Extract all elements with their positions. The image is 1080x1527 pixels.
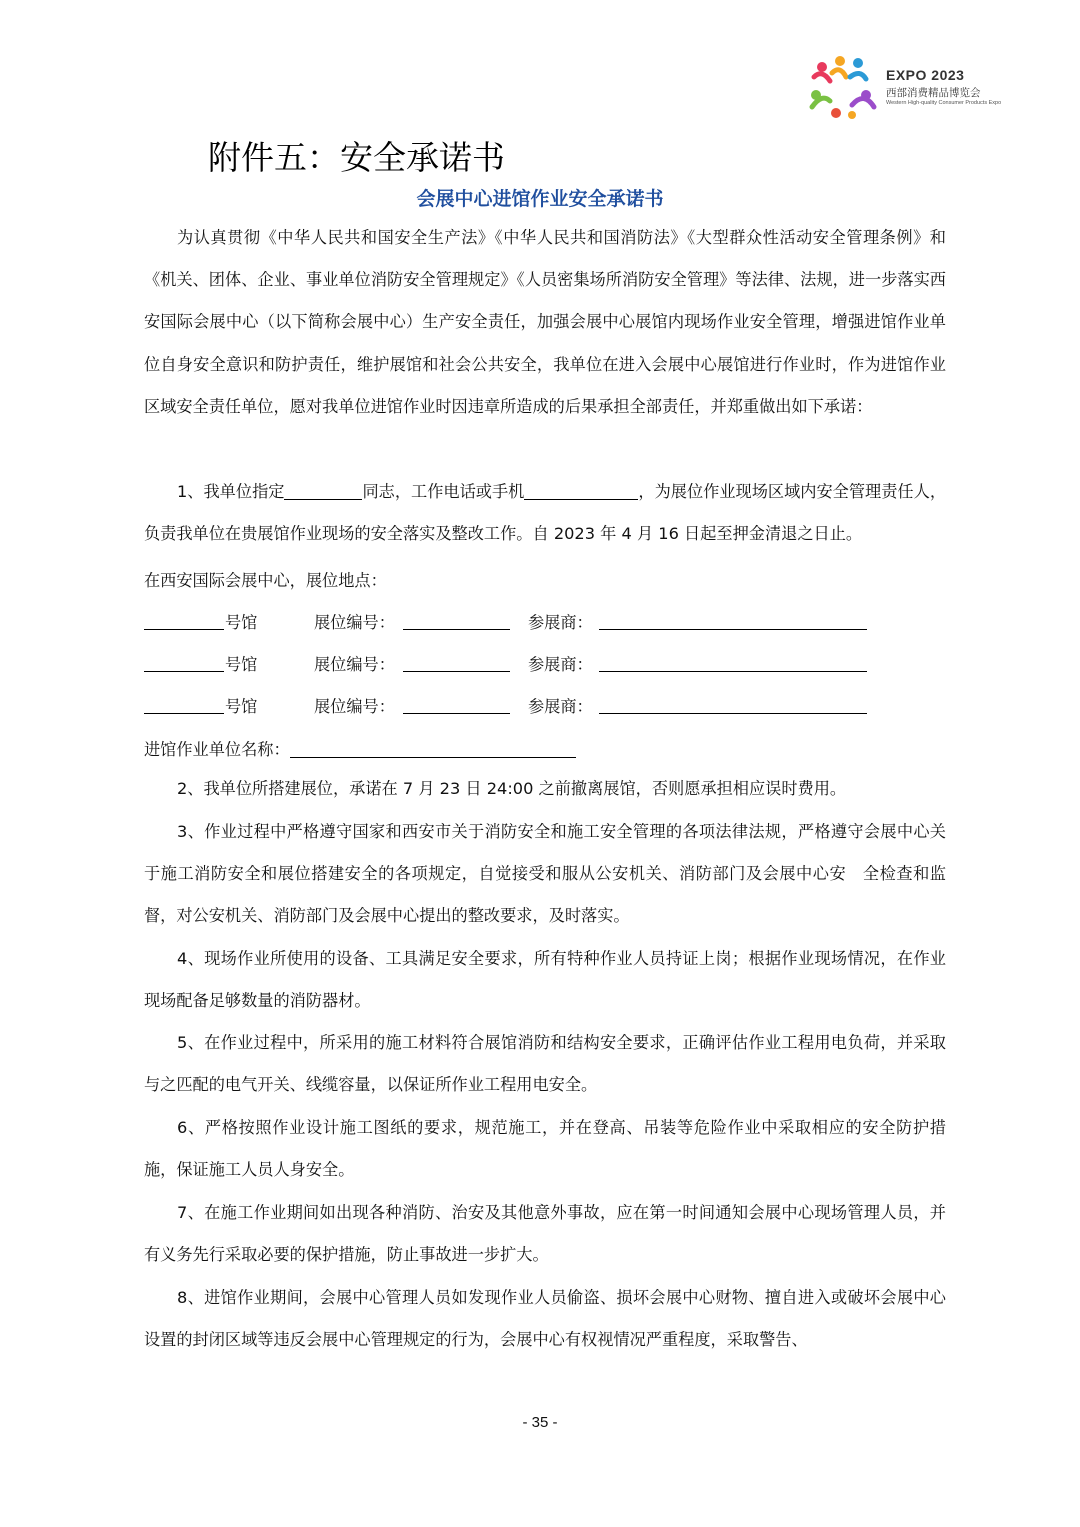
item-6-paragraph: 6、严格按照作业设计施工图纸的要求，规范施工，并在登高、吊装等危险作业中采取相应的安全防护措施，保证施工人员人身安全。 xyxy=(144,1118,946,1180)
hall-number-blank xyxy=(144,693,224,714)
document-subtitle: 会展中心进馆作业安全承诺书 xyxy=(416,188,664,210)
item-8-paragraph: 8、进馆作业期间，会展中心管理人员如发现作业人员偷盗、损坏会展中心财物、擅自进入或破坏会展中心设置的封闭区域等违反会展中心管理规定的行为，会展中心有权视情况严重程度，采取警告、 xyxy=(144,1288,946,1350)
item-5-paragraph: 5、在作业过程中，所采用的施工材料符合展馆消防和结构安全要求，正确评估作业工程用电负荷，并采取与之匹配的电气开关、线缆容量，以保证所作业工程用电安全。 xyxy=(144,1033,946,1095)
contact-name-blank xyxy=(284,481,362,500)
booth-number-blank xyxy=(403,651,510,672)
item-1-text-b: 同志，工作电话或手机 xyxy=(362,482,525,501)
expo-logo xyxy=(808,55,1008,121)
booth-row xyxy=(144,609,904,631)
exhibitor-blank xyxy=(599,651,867,672)
expo-logo-icon xyxy=(808,55,884,121)
item-1-paragraph xyxy=(144,471,946,555)
booth-row xyxy=(144,651,904,673)
exhibitor-label: 参展商： xyxy=(528,697,593,716)
logo-title: EXPO 2023 xyxy=(886,67,965,83)
intro-paragraph: 为认真贯彻《中华人民共和国安全生产法》《中华人民共和国消防法》《大型群众性活动安全管理条例》和《机关、团体、企业、事业单位消防安全管理规定》《人员密集场所消防安全管理》等法律、法规，进一步落实西安国际会展中心（以下简称会展中心）生产安全责任，加强会展中心展馆内现场作业安全管理，增强进馆作业单位自身安全意识和防护责任，维护展馆和社会公共安全，我单位在进入会展中心展馆进行作业时，作为进馆作业区域安全责任单位，愿对我单位进馆作业时因违章所造成的后果承担全部责任，并郑重做出如下承诺： xyxy=(144,228,946,416)
unit-name-blank xyxy=(290,739,576,758)
item-2-paragraph: 2、我单位所搭建展位，承诺在 7 月 23 日 24:00 之前撤离展馆，否则愿承担相应误时费用。 xyxy=(177,779,847,798)
item-1-text-a: 1、我单位指定 xyxy=(177,482,285,501)
unit-name-row xyxy=(144,736,576,760)
exhibitor-label: 参展商： xyxy=(528,655,593,674)
booth-row xyxy=(144,693,904,715)
booth-number-label: 展位编号： xyxy=(314,697,395,716)
booth-number-label: 展位编号： xyxy=(314,613,395,632)
booth-number-blank xyxy=(403,609,510,630)
hall-label: 号馆 xyxy=(225,655,258,674)
item-7-paragraph: 7、在施工作业期间如出现各种消防、治安及其他意外事故，应在第一时间通知会展中心现场管理人员，并有义务先行采取必要的保护措施，防止事故进一步扩大。 xyxy=(144,1203,946,1265)
attachment-title: 附件五：安全承诺书 xyxy=(208,138,505,177)
hall-number-blank xyxy=(144,651,224,672)
booth-location-label: 在西安国际会展中心，展位地点： xyxy=(144,571,387,590)
logo-chinese-name: 西部消费精品博览会 xyxy=(886,87,981,99)
item-1-text-c: ，为展位作业现场区域内安全管理责任人，负责我单位在贵展馆作业现场的安全落实及整改工作。自 2023 年 4 月 16 日起至押金清退之日止。 xyxy=(144,482,947,544)
hall-label: 号馆 xyxy=(225,613,258,632)
exhibitor-blank xyxy=(599,693,867,714)
item-3-paragraph: 3、作业过程中严格遵守国家和西安市关于消防安全和施工安全管理的各项法律法规，严格遵守会展中心关于施工消防安全和展位搭建安全的各项规定，自觉接受和服从公安机关、消防部门及会展中心安 全检查和监督，对公安机关、消防部门及会展中心提出的整改要求，及时落实。 xyxy=(144,822,946,926)
item-4-paragraph: 4、现场作业所使用的设备、工具满足安全要求，所有特种作业人员持证上岗；根据作业现场情况，在作业现场配备足够数量的消防器材。 xyxy=(144,949,946,1011)
booth-number-blank xyxy=(403,693,510,714)
logo-english-name: Western High-quality Consumer Products Expo xyxy=(886,100,1002,106)
booth-number-label: 展位编号： xyxy=(314,655,395,674)
exhibitor-blank xyxy=(599,609,867,630)
hall-number-blank xyxy=(144,609,224,630)
contact-phone-blank xyxy=(524,481,638,500)
unit-name-label: 进馆作业单位名称： xyxy=(144,740,290,759)
page-number: - 35 - xyxy=(522,1414,558,1431)
hall-label: 号馆 xyxy=(225,697,258,716)
exhibitor-label: 参展商： xyxy=(528,613,593,632)
